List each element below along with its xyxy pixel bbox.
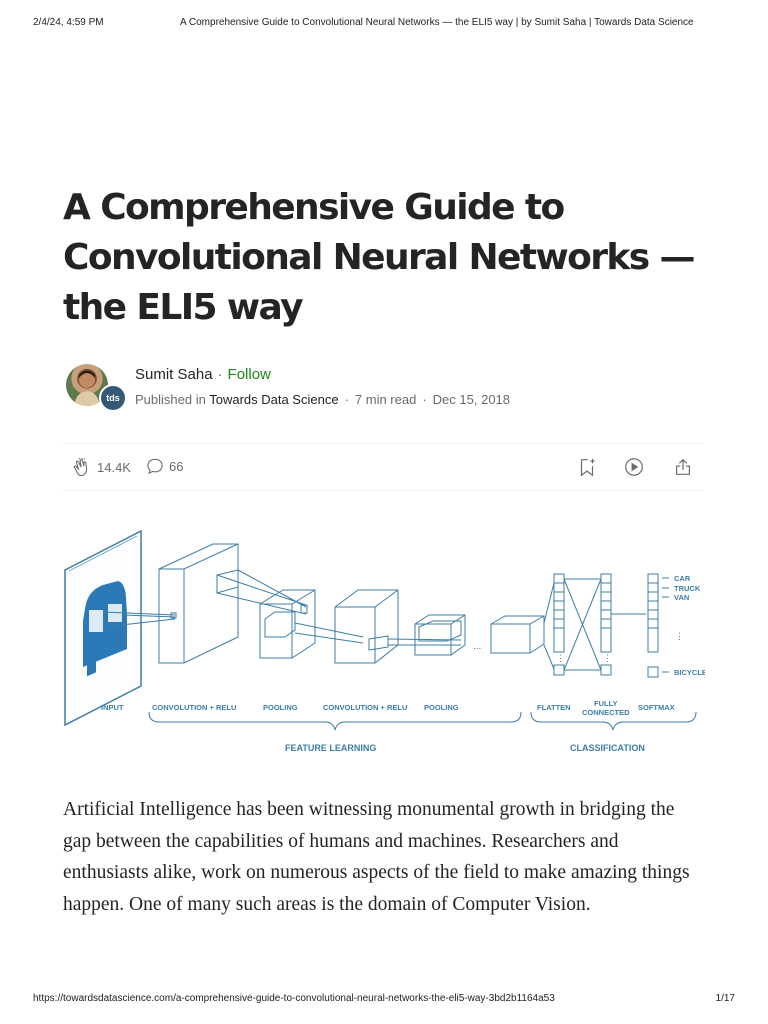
print-datetime: 2/4/24, 4:59 PM <box>33 17 104 28</box>
print-url: https://towardsdatascience.com/a-comprehensive-guide-to-convolutional-neural-networks-the-eli5-way-3bd2b1164a53 <box>33 993 555 1004</box>
label-pool-2: POOLING <box>424 703 459 712</box>
print-footer <box>0 993 768 1007</box>
feature-learning-brace <box>149 712 521 730</box>
svg-text:⋮: ⋮ <box>675 631 684 641</box>
separator-dot: · <box>422 392 427 407</box>
clap-button[interactable] <box>71 456 131 478</box>
read-time: 7 min read <box>354 392 417 407</box>
softmax-layer <box>648 574 669 677</box>
label-input: INPUT <box>101 703 124 712</box>
label-flatten: FLATTEN <box>537 703 571 712</box>
print-header <box>0 17 768 31</box>
label-bicycle: BICYCLE <box>674 668 705 677</box>
label-feature-learning: FEATURE LEARNING <box>285 743 377 753</box>
label-pool-1: POOLING <box>263 703 298 712</box>
label-car: CAR <box>674 574 691 583</box>
svg-text:⋮: ⋮ <box>603 653 612 663</box>
print-page-title: A Comprehensive Guide to Convolutional Neural Networks — the ELI5 way | by Sumit Saha | Towards Data Science <box>180 17 694 28</box>
bookmark-add-icon <box>576 456 598 478</box>
publication-badge[interactable]: tds <box>99 384 127 412</box>
final-feature-block <box>491 616 544 653</box>
responses-button[interactable] <box>145 456 183 476</box>
label-truck: TRUCK <box>674 584 701 593</box>
cnn-architecture-figure <box>63 527 705 762</box>
label-classification: CLASSIFICATION <box>570 743 645 753</box>
separator-dot: · <box>344 392 349 407</box>
publish-date: Dec 15, 2018 <box>432 392 511 407</box>
play-icon <box>623 456 645 478</box>
author-name[interactable]: Sumit Saha <box>135 366 213 383</box>
listen-button[interactable] <box>623 456 645 478</box>
clap-count: 14.4K <box>97 459 131 475</box>
label-van: VAN <box>674 593 690 602</box>
share-icon <box>672 456 694 478</box>
conv-block-1 <box>159 544 238 663</box>
article-body-paragraph: Artificial Intelligence has been witnessing monumental growth in bridging the gap between the capabilities of humans and machines. Researchers and enthusiasts alike, work on numerous aspects of the field to make amazing things happen. One of many such areas is the domain of Computer Vision. <box>63 799 690 915</box>
published-in-label: Published in <box>135 392 206 407</box>
label-softmax: SOFTMAX <box>638 703 675 712</box>
article-action-bar <box>63 443 704 491</box>
pool-block-1 <box>260 590 315 658</box>
article-title: A Comprehensive Guide to Convolutional Neural Networks — the ELI5 way <box>63 187 694 328</box>
publication-link[interactable]: Towards Data Science <box>209 392 339 407</box>
pool-block-2 <box>415 615 465 655</box>
conv-block-2 <box>335 590 398 663</box>
bookmark-button[interactable] <box>576 456 598 478</box>
separator-dot: · <box>217 366 223 383</box>
label-conv-2: CONVOLUTION + RELU <box>323 703 408 712</box>
comment-icon <box>145 456 165 476</box>
svg-text:...: ... <box>473 641 482 652</box>
responses-count: 66 <box>169 458 184 474</box>
label-connected: CONNECTED <box>582 708 630 717</box>
label-fully: FULLY <box>594 699 618 708</box>
clap-icon <box>71 456 93 478</box>
svg-text:⋮: ⋮ <box>556 653 565 663</box>
share-button[interactable] <box>672 456 694 478</box>
follow-button[interactable]: Follow <box>227 366 271 383</box>
print-page-number: 1/17 <box>715 993 735 1004</box>
label-conv-1: CONVOLUTION + RELU <box>152 703 237 712</box>
publication-line <box>135 392 510 407</box>
author-line <box>135 366 271 383</box>
